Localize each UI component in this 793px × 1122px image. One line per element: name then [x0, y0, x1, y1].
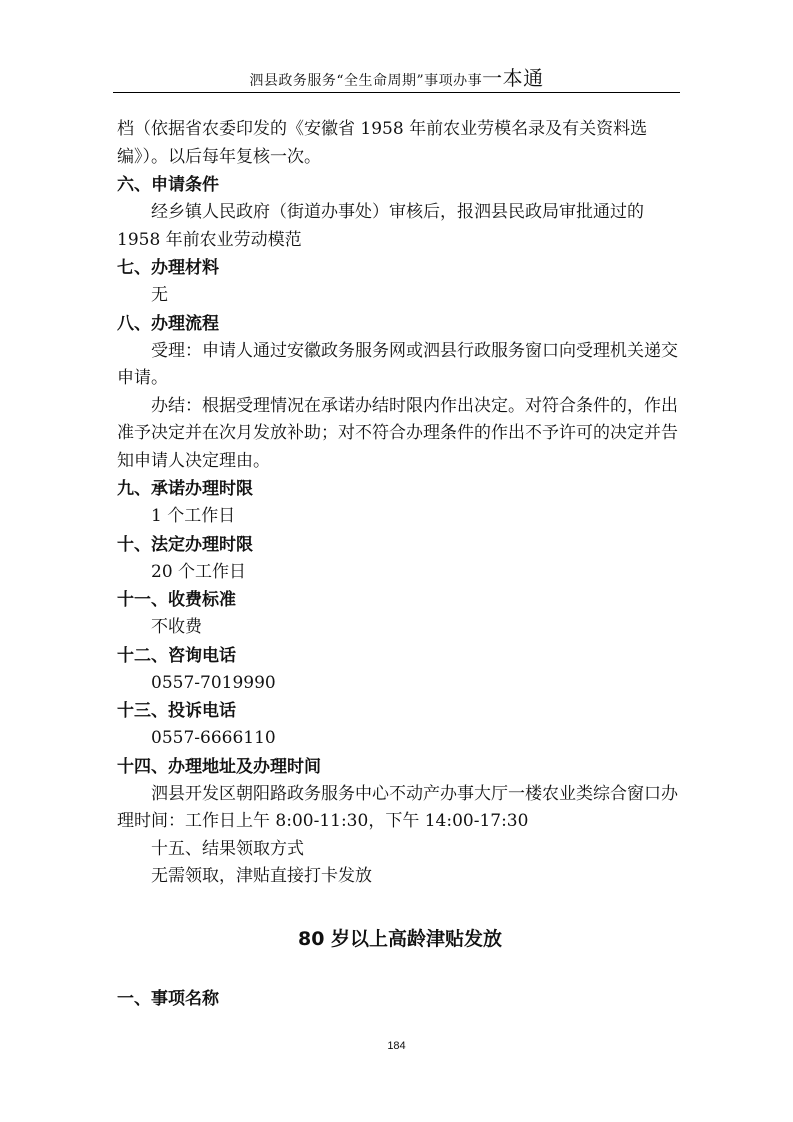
section-heading: 八、办理流程 — [117, 313, 219, 334]
section-heading: 十三、投诉电话 — [117, 701, 236, 721]
header-rule — [113, 92, 680, 93]
section-title: 80 岁以上高龄津贴发放 — [297, 927, 503, 950]
paragraph: 受理：申请人通过安徽政务服务网或泗县行政服务窗口向受理机关递交申请。 — [117, 340, 678, 388]
section-heading: 九、承诺办理时限 — [117, 479, 253, 499]
body-lines — [117, 116, 683, 891]
paragraph: 经乡镇人民政府（街道办事处）审核后，报泗县民政局审批通过的 1958 年前农业劳动模范 — [117, 202, 644, 250]
paragraph: 无需领取，津贴直接打卡发放 — [151, 866, 372, 886]
running-header-emphasis: 一本通 — [482, 66, 544, 90]
running-header-text: 泗县政务服务“全生命周期”事项办事 — [249, 73, 483, 89]
page-body — [117, 116, 683, 1013]
section-heading: 十四、办理地址及办理时间 — [117, 756, 321, 777]
paragraph: 档（依据省农委印发的《安徽省 1958 年前农业劳模名录及有关资料选编》）。以后每年复核一次。 — [117, 119, 648, 167]
paragraph: 泗县开发区朝阳路政务服务中心不动产办事大厅一楼农业类综合窗口办理时间：工作日上午 8:00-11:30，下午 14:00-17:30 — [117, 783, 678, 831]
paragraph: 0557-6666110 — [151, 728, 276, 748]
page-number: 184 — [387, 1040, 406, 1052]
section-heading: 一、事项名称 — [117, 988, 219, 1009]
paragraph: 1 个工作日 — [151, 506, 236, 526]
paragraph: 办结：根据受理情况在承诺办结时限内作出决定。对符合条件的，作出准予决定并在次月发放补助；对不符合办理条件的作出不予许可的决定并告知申请人决定理由。 — [117, 395, 678, 471]
paragraph: 无 — [151, 285, 168, 305]
paragraph: 0557-7019990 — [151, 672, 276, 693]
section-heading: 十、法定办理时限 — [117, 534, 253, 555]
paragraph: 20 个工作日 — [151, 561, 247, 582]
running-header — [0, 62, 793, 91]
section-heading: 七、办理材料 — [117, 258, 219, 278]
paragraph: 十五、结果领取方式 — [151, 838, 304, 859]
section-heading: 六、申请条件 — [117, 175, 219, 195]
section-heading: 十一、收费标准 — [117, 590, 236, 610]
paragraph: 不收费 — [151, 617, 202, 637]
section-heading: 十二、咨询电话 — [117, 645, 236, 666]
